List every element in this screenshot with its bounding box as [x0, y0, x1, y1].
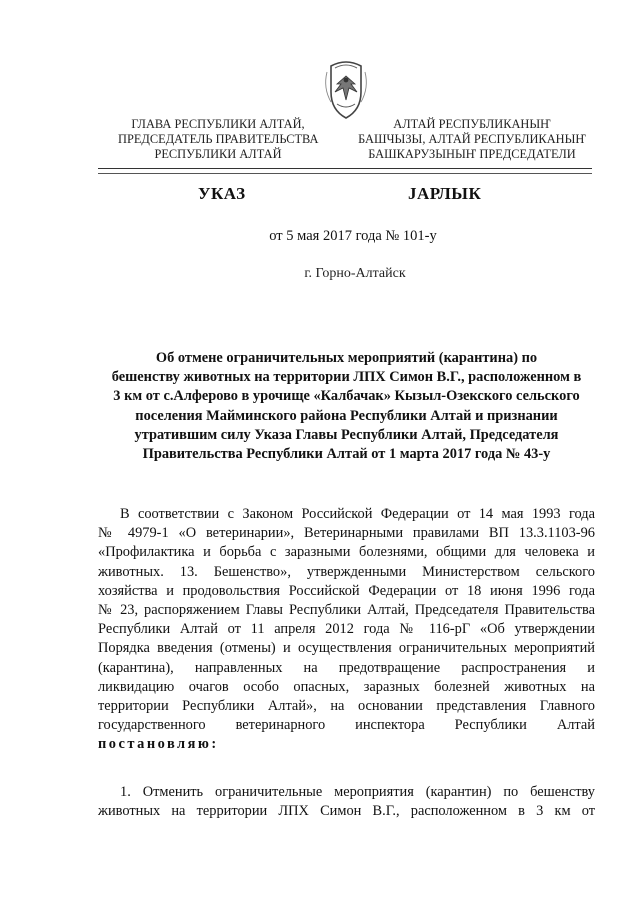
header-divider [98, 168, 592, 169]
item-line: 1. Отменить ограничительные мероприятия (карантин) по бешенству [120, 784, 595, 800]
title-line: бешенству животных на территории ЛПХ Симон В.Г., расположенном в [111, 369, 582, 386]
header-divider-thin [98, 173, 592, 174]
preamble-paragraph [98, 505, 595, 754]
decree-word: постановляю: [98, 736, 219, 753]
issuer-line: БАШКАРУЗЫНЫҤ ПРЕДСЕДАТЕЛИ [368, 147, 576, 161]
coat-of-arms-icon [321, 58, 371, 120]
body-line: хозяйства и продовольствия Российской Федерации от 18 июня 1996 года [98, 582, 595, 599]
body-line: ликвидацию очагов особо опасных, заразных болезней животных на [98, 678, 595, 695]
body-line: животных. 13. Бешенство», утвержденными Министерством сельского [98, 563, 595, 580]
issuer-line: БАШЧЫЗЫ, АЛТАЙ РЕСПУБЛИКАНЫҤ [358, 132, 586, 146]
body-line: государственного ветеринарного инспектора Республики Алтай [98, 717, 595, 734]
title-line: 3 км от с.Алферово в урочище «Калбачак» Кызыл-Озекского сельского [113, 388, 580, 405]
body-line: В соответствии с Законом Российской Федерации от 14 мая 1993 года [120, 506, 595, 522]
body-line: (карантина), направленных на предотвращение распространения и [98, 659, 595, 676]
issuer-line: ПРЕДСЕДАТЕЛЬ ПРАВИТЕЛЬСТВА [118, 132, 319, 146]
title-line: утратившим силу Указа Главы Республики Алтай, Председателя [134, 426, 559, 443]
body-line: № 4979-1 «О ветеринарии», Ветеринарными правилами ВП 13.3.1103-96 [98, 525, 595, 542]
title-line: Об отмене ограничительных мероприятий (карантина) по [155, 350, 538, 366]
item-line: животных на территории ЛПХ Симон В.Г., расположенном в 3 км от [98, 803, 595, 820]
decree-title [98, 349, 595, 464]
body-line: Порядка введения (отмены) и осуществления ограничительных мероприятий [98, 640, 595, 657]
issuer-altai [352, 117, 592, 162]
decree-city: г. Горно-Алтайск [304, 266, 406, 281]
doc-type-altai: JАРЛЫК [408, 184, 482, 203]
title-line: поселения Майминского района Республики Алтай и признании [135, 407, 558, 424]
decree-item-1 [98, 783, 595, 821]
decree-date: от 5 мая 2017 года № 101-у [269, 228, 437, 244]
body-line: территории Республики Алтай», на основании представления Главного [98, 697, 595, 714]
issuer-line: ГЛАВА РЕСПУБЛИКИ АЛТАЙ, [131, 117, 305, 131]
body-line: «Профилактика и борьба с заразными болезнями, общими для человека и [98, 544, 595, 561]
doc-type-russian: УКАЗ [198, 184, 246, 203]
issuer-line: РЕСПУБЛИКИ АЛТАЙ [154, 147, 282, 161]
title-line: Правительства Республики Алтай от 1 марта 2017 года № 43-у [142, 446, 551, 463]
issuer-russian [118, 117, 318, 162]
body-line: Республики Алтай от 11 апреля 2012 года № 116-рГ «Об утверждении [98, 621, 595, 638]
body-line: № 23, распоряжением Главы Республики Алтай, Председателя Правительства [98, 601, 595, 618]
issuer-line: АЛТАЙ РЕСПУБЛИКАНЫҤ [393, 117, 551, 131]
